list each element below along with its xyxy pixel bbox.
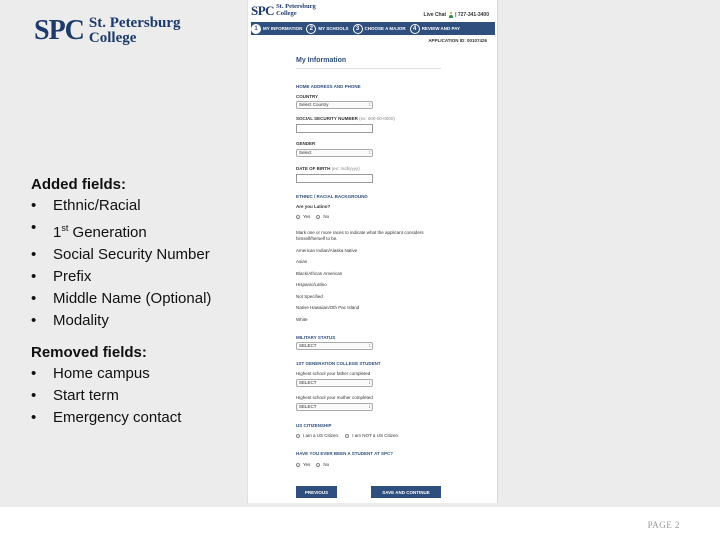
latino-no-radio[interactable]	[316, 215, 320, 219]
gender-label: GENDER	[296, 141, 316, 146]
bullet-icon: •	[31, 290, 37, 307]
step-number: 4	[410, 24, 420, 34]
app-logo-line-2: College	[276, 9, 297, 17]
race-option-native-hawaiian[interactable]: Native Hawaiian/Oth Pac Island	[296, 305, 360, 310]
race-option-hispanic[interactable]: Hispanic/Latino	[296, 282, 327, 287]
form-title: My Information	[296, 57, 441, 69]
list-item	[31, 217, 241, 244]
list-item	[31, 310, 241, 332]
logo-line-1: St. Petersburg	[88, 15, 181, 31]
bullet-icon: •	[31, 312, 37, 329]
spc-logo	[34, 16, 181, 46]
list-item	[31, 363, 241, 385]
application-form-screenshot	[247, 0, 498, 503]
citizenship-radio-group	[296, 433, 399, 438]
added-item-modality: Modality	[53, 312, 109, 329]
app-logo-mark: SPC	[251, 3, 275, 18]
prior-student-radio-group	[296, 462, 329, 467]
removed-item-home-campus: Home campus	[53, 365, 150, 382]
home-section-label: HOME ADDRESS AND PHONE	[296, 84, 361, 89]
military-select[interactable]: SELECT ↕	[296, 342, 373, 350]
added-item-first-generation: 1st Generation	[53, 223, 147, 241]
prior-student-no-label: No	[323, 462, 330, 467]
live-chat[interactable]	[424, 12, 489, 18]
step-label: CHOOSE A MAJOR	[364, 26, 406, 31]
person-icon	[448, 12, 453, 18]
ssn-input[interactable]	[296, 124, 373, 133]
latino-question: Are you Latino?	[296, 204, 331, 209]
bullet-icon: •	[31, 246, 37, 263]
list-item	[31, 407, 241, 429]
prior-student-yes-radio[interactable]	[296, 463, 300, 467]
list-item	[31, 244, 241, 266]
application-id: APPLICATION ID: 00107426	[428, 38, 487, 43]
prior-student-no-radio[interactable]	[316, 463, 320, 467]
bullet-icon: •	[31, 387, 37, 404]
prior-student-section-label: HAVE YOU EVER BEEN A STUDENT AT SPC?	[296, 451, 394, 456]
gender-select[interactable]: Select ↕	[296, 149, 373, 157]
dob-hint: (ex: m/d/yyyy)	[331, 166, 360, 171]
added-fields-heading: Added fields:	[31, 176, 127, 193]
country-select[interactable]: Select Country ↕	[296, 101, 373, 109]
latino-radio-group	[296, 214, 329, 219]
app-logo-name	[276, 4, 316, 17]
list-item	[31, 385, 241, 407]
dob-label-text: DATE OF BIRTH	[296, 166, 331, 171]
phone-number: | 727-341-3400	[455, 12, 489, 18]
father-label: Highest school your father completed	[296, 371, 371, 376]
citizen-yes-radio[interactable]	[296, 434, 300, 438]
step-label: MY INFORMATION	[263, 26, 303, 31]
latino-yes-label: Yes	[303, 214, 311, 219]
country-label: COUNTRY	[296, 94, 319, 99]
live-chat-link[interactable]: Live Chat	[423, 12, 447, 18]
step-my-schools[interactable]	[306, 24, 348, 34]
race-option-american-indian[interactable]: American Indian/Alaska Native	[296, 248, 358, 253]
logo-name	[89, 16, 181, 46]
race-option-asian[interactable]: Asian	[296, 259, 308, 264]
latino-no-label: No	[323, 214, 330, 219]
step-number: 3	[353, 24, 363, 34]
ethnic-section-label: ETHNIC / RACIAL BACKGROUND	[296, 194, 368, 199]
step-label: MY SCHOOLS	[318, 26, 349, 31]
added-item-prefix: Prefix	[53, 268, 92, 285]
bullet-icon: •	[31, 409, 37, 426]
page-number: PAGE 2	[647, 520, 680, 530]
father-select[interactable]: SELECT ↕	[296, 379, 373, 387]
step-choose-major[interactable]	[353, 24, 406, 34]
list-item	[31, 288, 241, 310]
race-option-white[interactable]: White	[296, 317, 308, 322]
bullet-icon: •	[31, 268, 37, 285]
citizen-no-label: I am NOT a US Citizen.	[352, 433, 400, 438]
added-item-ethnic: Ethnic/Racial	[53, 197, 141, 214]
step-number: 1	[251, 24, 261, 34]
dob-label	[296, 166, 360, 171]
save-and-continue-button[interactable]: SAVE AND CONTINUE	[371, 486, 441, 498]
latino-yes-radio[interactable]	[296, 215, 300, 219]
bullet-icon: •	[31, 197, 37, 214]
app-logo-line-1: St. Petersburg	[276, 3, 316, 10]
logo-line-2: College	[88, 30, 137, 46]
step-review-and-pay[interactable]	[410, 24, 460, 34]
mother-select[interactable]: SELECT ↕	[296, 403, 373, 411]
race-instruction: Mark one or more races to indicate what the applicant considers himself/herself to be.	[296, 230, 424, 241]
dob-input[interactable]	[296, 174, 373, 183]
logo-mark: SPC	[34, 15, 84, 46]
added-item-middle-name: Middle Name (Optional)	[53, 290, 212, 307]
ssn-label	[296, 116, 395, 121]
progress-steps	[251, 22, 495, 35]
citizen-no-radio[interactable]	[345, 434, 349, 438]
removed-item-emergency-contact: Emergency contact	[53, 409, 182, 426]
step-my-information[interactable]	[251, 24, 302, 34]
app-logo[interactable]	[251, 4, 316, 17]
step-number: 2	[306, 24, 316, 34]
app-header	[248, 0, 498, 21]
slide-footer	[0, 507, 720, 540]
mother-label: Highest school your mother completed	[296, 395, 373, 400]
removed-fields-heading: Removed fields:	[31, 344, 147, 361]
prior-student-yes-label: Yes	[303, 462, 311, 467]
military-section-label: MILITARY STATUS	[296, 335, 336, 340]
ssn-hint: (ex: 000-00-0000)	[359, 116, 395, 121]
race-option-not-specified[interactable]: Not Specified	[296, 294, 323, 299]
first-gen-section-label: 1ST GENERATION COLLEGE STUDENT	[296, 361, 381, 366]
race-option-black[interactable]: Black/African American	[296, 271, 343, 276]
list-item	[31, 266, 241, 288]
bullet-icon: •	[31, 365, 37, 382]
added-item-ssn: Social Security Number	[53, 246, 210, 263]
ssn-label-text: SOCIAL SECURITY NUMBER	[296, 116, 358, 121]
citizen-yes-label: I am a US Citizen.	[303, 433, 340, 438]
removed-item-start-term: Start term	[53, 387, 119, 404]
step-label: REVIEW AND PAY	[421, 26, 461, 31]
list-item	[31, 195, 241, 217]
bullet-icon: •	[31, 219, 37, 236]
field-change-lists	[31, 174, 241, 429]
citizenship-section-label: US CITIZENSHIP	[296, 423, 332, 428]
previous-button[interactable]: PREVIOUS	[296, 486, 337, 498]
